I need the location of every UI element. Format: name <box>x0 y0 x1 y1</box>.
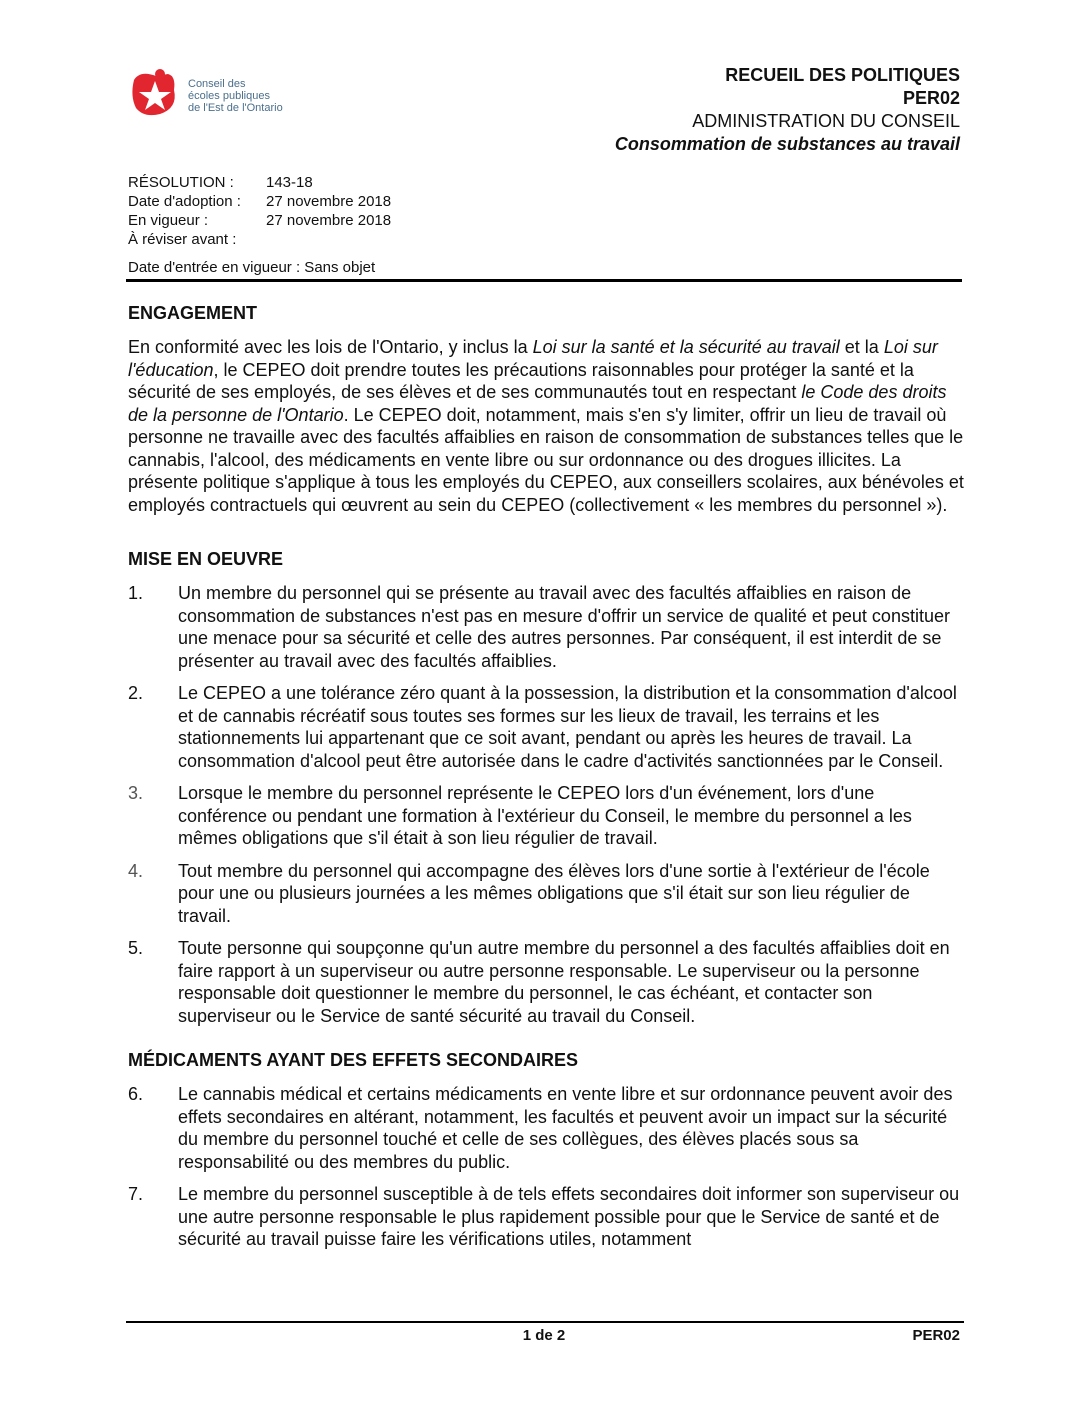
item-text: Un membre du personnel qui se présente au travail avec des facultés affaiblies en raison de consommation de substances n'est pas en mesure d'offrir un service de qualité et peut constituer une menace pour sa sécurité et celle des autres personnes. Par conséquent, il est interdit de se présenter au travail avec des facultés affaiblies. <box>178 583 950 671</box>
law-title: le Code des droits de la personne de l'Ontario <box>128 382 947 425</box>
meta-label: En vigueur : <box>128 212 209 229</box>
item-number: 6. <box>128 1084 144 1104</box>
cepeo-logo <box>130 68 320 120</box>
item-number: 2. <box>128 683 144 703</box>
footer-policy-code: PER02 <box>912 1327 960 1344</box>
list-item <box>128 582 964 672</box>
logo-line: Conseil des <box>188 78 246 90</box>
meta-value: 27 novembre 2018 <box>266 193 392 210</box>
section-medicaments <box>128 1049 964 1251</box>
item-number: 5. <box>128 938 144 958</box>
item-text: Le membre du personnel susceptible à de tels effets secondaires doit informer son superviseur ou une autre personne responsable le plus rapidement possible pour que le Service de santé et de sécurité au travail puisse faire les vérifications utiles, notamment <box>178 1184 960 1249</box>
policy-code: PER02 <box>902 88 960 108</box>
section-heading: ENGAGEMENT <box>128 303 258 323</box>
meta-row <box>128 174 391 193</box>
section-heading: MISE EN OEUVRE <box>128 549 284 569</box>
item-text: Lorsque le membre du personnel représente le CEPEO lors d'un événement, lors d'une conférence ou pendant une formation à l'extérieur du Conseil, le membre du personnel a les mêmes obligations que s'il était à son lieu régulier de travail. <box>178 783 912 848</box>
document-header <box>615 64 960 156</box>
text-run: En conformité avec les lois de l'Ontario, y inclus la <box>128 337 533 357</box>
law-title: Loi sur la santé et la sécurité au travail <box>532 337 840 357</box>
resolution-meta <box>128 174 391 250</box>
footer-divider <box>126 1321 964 1323</box>
logo-line: de l'Est de l'Ontario <box>188 102 283 114</box>
section-mise-en-oeuvre <box>128 548 964 1027</box>
text-run: et la <box>839 337 884 357</box>
meta-label: À réviser avant : <box>128 231 237 248</box>
numbered-list <box>128 582 964 1027</box>
item-text: Tout membre du personnel qui accompagne des élèves lors d'une sortie à l'extérieur de l'école pour une ou plusieurs journées a les mêmes obligations que s'il était sur son lieu régulier de travail. <box>178 860 930 926</box>
header-divider <box>126 279 962 282</box>
cepeo-logo-icon <box>130 68 180 118</box>
list-item <box>128 682 964 772</box>
meta-value: 143-18 <box>266 174 313 191</box>
list-item <box>128 1183 964 1251</box>
meta-value: 27 novembre 2018 <box>266 212 392 229</box>
page-number: 1 de 2 <box>522 1327 566 1344</box>
item-text: Toute personne qui soupçonne qu'un autre membre du personnel a des facultés affaiblies doit en faire rapport à un superviseur ou autre personne responsable. Le superviseur ou la personne responsable doit questionner le membre du personnel, le cas échéant, et contacter son superviseur ou le Service de santé sécurité au travail du Conseil. <box>178 938 950 1026</box>
item-number: 3. <box>128 783 144 803</box>
meta-row <box>128 212 391 231</box>
collection-title: RECUEIL DES POLITIQUES <box>725 65 960 85</box>
text-run: . Le CEPEO doit, notamment, mais s'en s'y limiter, offrir un lieu de travail où personne ne travaille avec des facultés affaiblies en raison de consommation de substances telles que le cannabis, l'alcool, des médicaments en vente libre ou sur ordonnance ou des drogues illicites. La présente politique s'applique à tous les employés du CEPEO, aux conseillers scolaires, aux bénévoles et employés contractuels qui œuvrent au sein du CEPEO (collectivement « les membres du personnel »). <box>128 404 964 515</box>
item-text: Le cannabis médical et certains médicaments en vente libre et sur ordonnance peuvent avoir des effets secondaires en altérant, notamment, les facultés et peuvent avoir un impact sur la sécurité du membre du personnel touché et celle de ses collègues, des élèves placés sous sa responsabilité ou des membres du public. <box>178 1084 953 1172</box>
numbered-list <box>128 1083 964 1251</box>
meta-label: Date d'adoption : <box>128 193 241 210</box>
list-item <box>128 782 964 850</box>
item-number: 7. <box>128 1184 144 1204</box>
engagement-paragraph <box>128 336 964 516</box>
logo-wordmark <box>188 78 283 114</box>
policy-title: Consommation de substances au travail <box>614 134 960 154</box>
section-engagement <box>128 302 964 516</box>
law-title: Loi sur l'éducation <box>128 337 938 380</box>
meta-row <box>128 231 391 250</box>
logo-line: écoles publiques <box>188 90 270 102</box>
effective-date-note: Date d'entrée en vigueur : Sans objet <box>128 259 376 276</box>
meta-label: RÉSOLUTION : <box>128 174 234 191</box>
section-heading: MÉDICAMENTS AYANT DES EFFETS SECONDAIRES <box>128 1050 579 1070</box>
item-text: Le CEPEO a une tolérance zéro quant à la possession, la distribution et la consommation d'alcool et de cannabis récréatif sous toutes ses formes sur les lieux de travail, les terrains et les stationnements lui appartenant que ce soit avant, pendant ou après les heures de travail. La consommation d'alcool peut être autorisée dans le cadre d'activités sanctionnées par le Conseil. <box>178 683 957 771</box>
meta-row <box>128 193 391 212</box>
policy-category: ADMINISTRATION DU CONSEIL <box>692 111 960 131</box>
list-item <box>128 937 964 1027</box>
list-item <box>128 860 964 928</box>
text-run: , le CEPEO doit prendre toutes les précautions raisonnables pour protéger la santé et la sécurité de ses employés, de ses élèves et de ses communautés tout en respectant <box>128 359 914 402</box>
document-body <box>128 302 964 1261</box>
list-item <box>128 1083 964 1173</box>
item-number: 4. <box>128 860 144 881</box>
item-number: 1. <box>128 583 144 603</box>
